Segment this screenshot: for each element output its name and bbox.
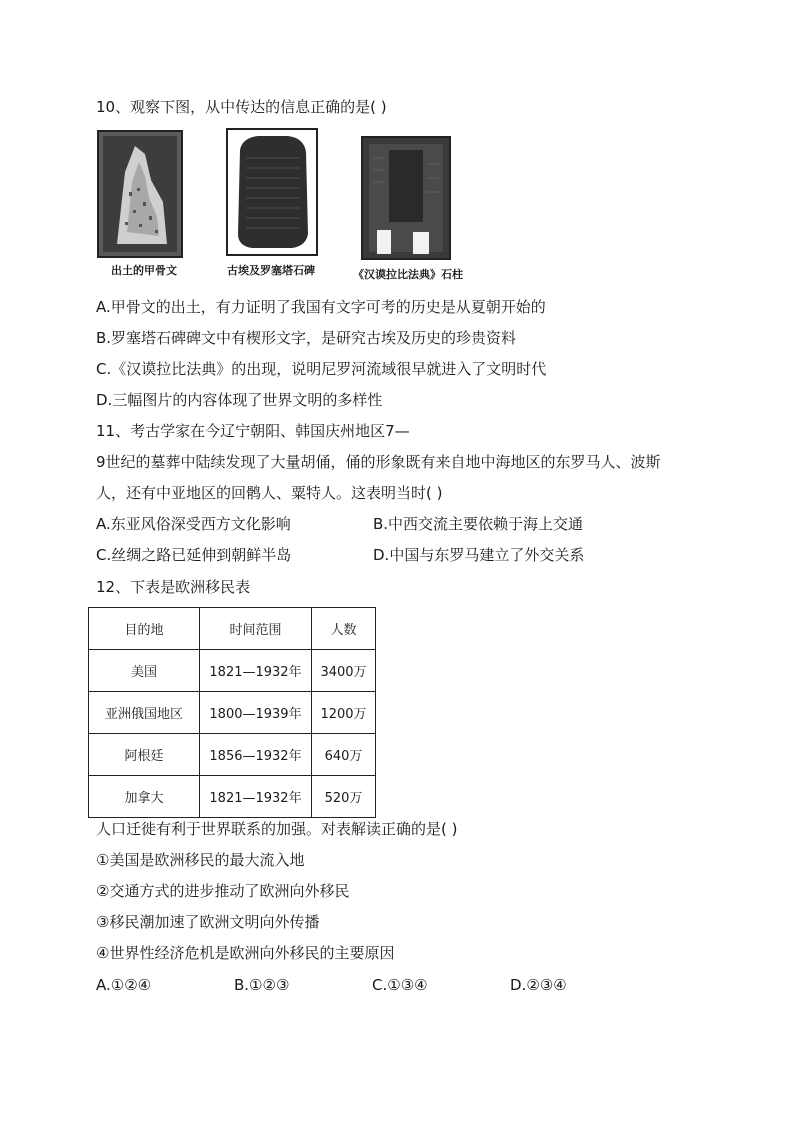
hammurabi-stele-image bbox=[361, 136, 451, 260]
cell-time-range: 1856—1932年 bbox=[200, 734, 312, 776]
table-row bbox=[89, 734, 376, 776]
cell-destination: 加拿大 bbox=[89, 776, 200, 818]
header-time-range: 时间范围 bbox=[200, 608, 312, 650]
oracle-bone-image bbox=[97, 130, 183, 258]
q11-stem-line-1: 11、考古学家在今辽宁朝阳、韩国庆州地区7— bbox=[96, 422, 410, 440]
q11-option-d[interactable]: D.中国与东罗马建立了外交关系 bbox=[373, 546, 585, 564]
cell-time-range: 1821—1932年 bbox=[200, 776, 312, 818]
table-row bbox=[89, 692, 376, 734]
table-row bbox=[89, 650, 376, 692]
q12-statement-4: ④世界性经济危机是欧洲向外移民的主要原因 bbox=[96, 944, 395, 962]
q11-option-c[interactable]: C.丝绸之路已延伸到朝鲜半岛 bbox=[96, 546, 292, 564]
q11-option-a[interactable]: A.东亚风俗深受西方文化影响 bbox=[96, 515, 291, 533]
q11-stem-line-3: 人，还有中亚地区的回鹘人、粟特人。这表明当时( ) bbox=[96, 484, 443, 502]
q12-stem: 12、下表是欧洲移民表 bbox=[96, 578, 251, 596]
header-population: 人数 bbox=[312, 608, 376, 650]
q10-option-a[interactable]: A.甲骨文的出土，有力证明了我国有文字可考的历史是从夏朝开始的 bbox=[96, 298, 546, 316]
cell-destination: 美国 bbox=[89, 650, 200, 692]
q10-option-b[interactable]: B.罗塞塔石碑碑文中有楔形文字，是研究古埃及历史的珍贵资料 bbox=[96, 329, 517, 347]
q12-statement-2: ②交通方式的进步推动了欧洲向外移民 bbox=[96, 882, 350, 900]
table-row bbox=[89, 776, 376, 818]
cell-population: 520万 bbox=[312, 776, 376, 818]
q12-option-d[interactable]: D.②③④ bbox=[510, 976, 567, 994]
q12-question: 人口迁徙有利于世界联系的加强。对表解读正确的是( ) bbox=[96, 820, 458, 838]
cell-population: 1200万 bbox=[312, 692, 376, 734]
q10-option-d[interactable]: D.三幅图片的内容体现了世界文明的多样性 bbox=[96, 391, 383, 409]
cell-population: 3400万 bbox=[312, 650, 376, 692]
q10-stem: 10、观察下图，从中传达的信息正确的是( ) bbox=[96, 98, 387, 116]
rosetta-stone-image bbox=[226, 128, 318, 256]
q12-option-b[interactable]: B.①②③ bbox=[234, 976, 290, 994]
cell-time-range: 1821—1932年 bbox=[200, 650, 312, 692]
cell-destination: 阿根廷 bbox=[89, 734, 200, 776]
q12-option-c[interactable]: C.①③④ bbox=[372, 976, 428, 994]
header-destination: 目的地 bbox=[89, 608, 200, 650]
cell-destination: 亚洲俄国地区 bbox=[89, 692, 200, 734]
q11-stem-line-2: 9世纪的墓葬中陆续发现了大量胡俑，俑的形象既有来自地中海地区的东罗马人、波斯 bbox=[96, 453, 661, 471]
rosetta-stone-caption: 古埃及罗塞塔石碑 bbox=[227, 264, 315, 277]
q12-statement-1: ①美国是欧洲移民的最大流入地 bbox=[96, 851, 305, 869]
cell-time-range: 1800—1939年 bbox=[200, 692, 312, 734]
q10-option-c[interactable]: C.《汉谟拉比法典》的出现，说明尼罗河流域很早就进入了文明时代 bbox=[96, 360, 547, 378]
q12-option-a[interactable]: A.①②④ bbox=[96, 976, 152, 994]
hammurabi-stele-caption: 《汉谟拉比法典》石柱 bbox=[353, 268, 463, 281]
migration-table bbox=[88, 607, 376, 818]
table-header-row bbox=[89, 608, 376, 650]
oracle-bone-caption: 出土的甲骨文 bbox=[111, 264, 177, 277]
cell-population: 640万 bbox=[312, 734, 376, 776]
q12-statement-3: ③移民潮加速了欧洲文明向外传播 bbox=[96, 913, 320, 931]
q11-option-b[interactable]: B.中西交流主要依赖于海上交通 bbox=[373, 515, 584, 533]
